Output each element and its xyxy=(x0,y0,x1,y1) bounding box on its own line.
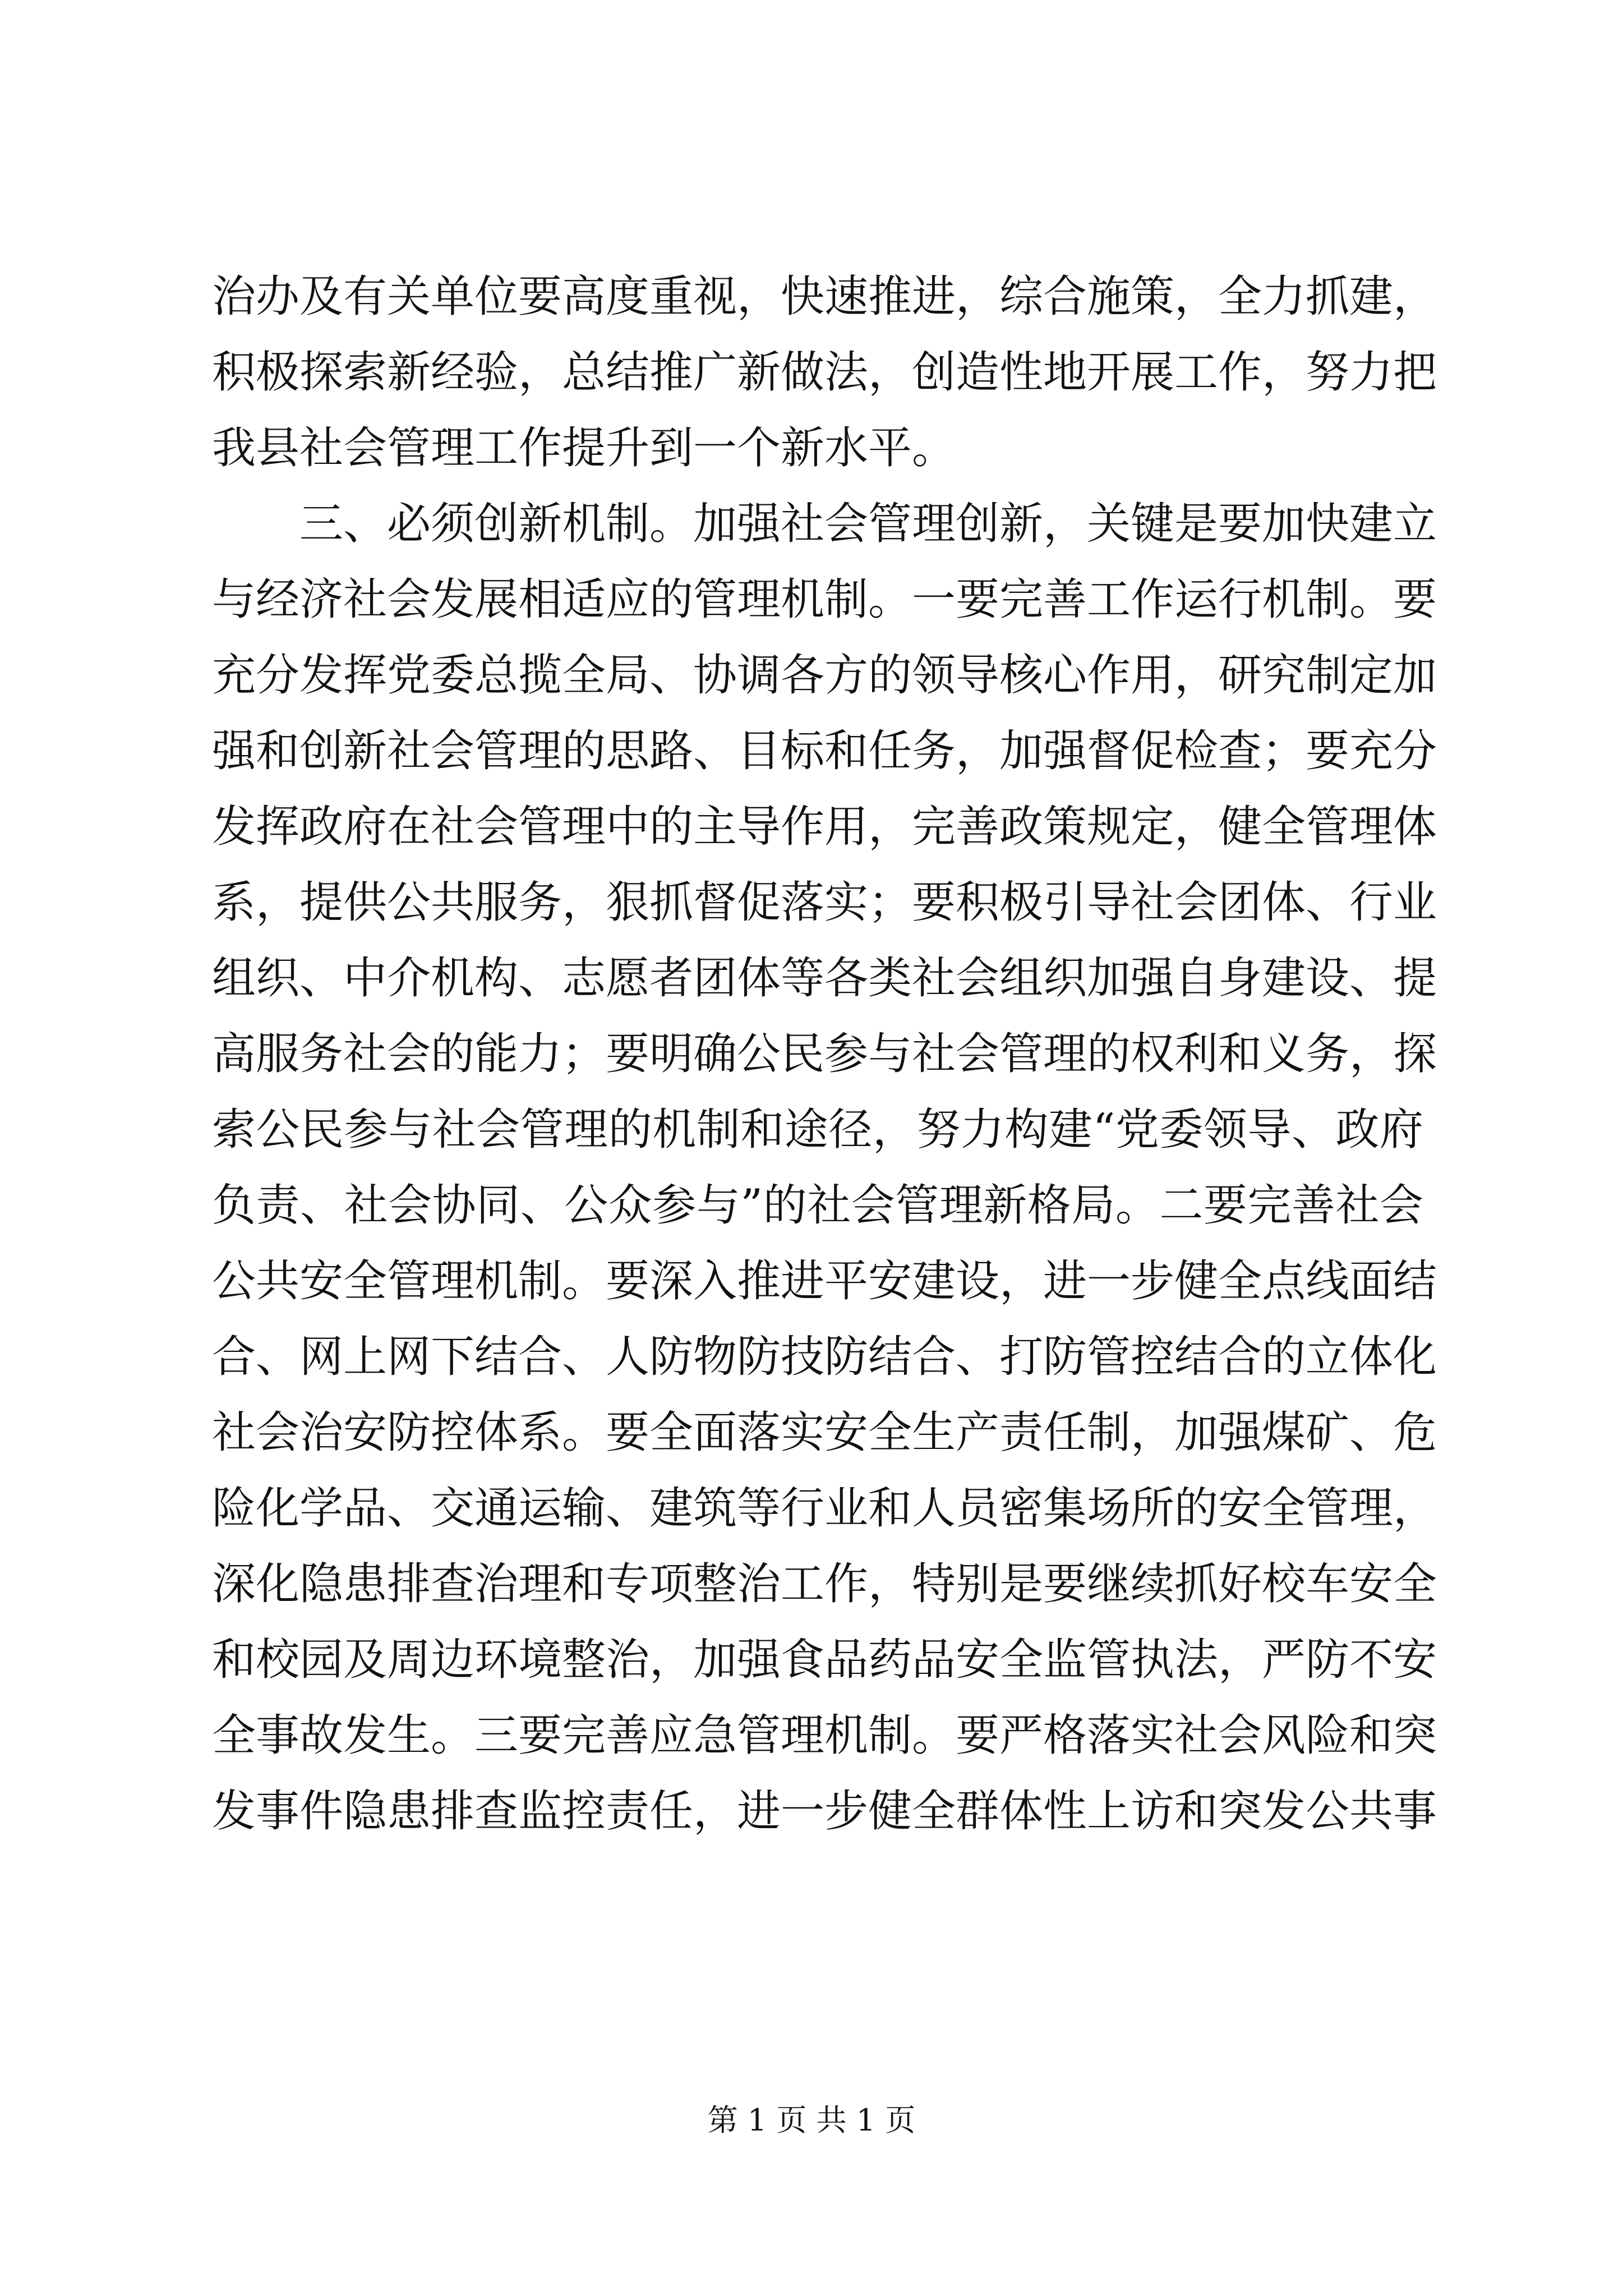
text-line: 充分发挥党委总揽全局、协调各方的领导核心作用，研究制定加 xyxy=(212,650,1437,701)
text-line: 社会治安防控体系。要全面落实安全生产责任制，加强煤矿、危 xyxy=(212,1407,1437,1458)
document-body xyxy=(212,259,1437,1849)
text-line: 深化隐患排查治理和专项整治工作，特别是要继续抓好校车安全 xyxy=(212,1559,1437,1609)
text-line: 与经济社会发展相适应的管理机制。一要完善工作运行机制。要 xyxy=(212,574,1437,625)
text-line: 系，提供公共服务，狠抓督促落实；要积极引导社会团体、行业 xyxy=(212,877,1437,928)
text-line: 发挥政府在社会管理中的主导作用，完善政策规定，健全管理体 xyxy=(212,802,1437,852)
text-line: 和校园及周边环境整治，加强食品药品安全监管执法，严防不安 xyxy=(212,1635,1437,1685)
text-line: 险化学品、交通运输、建筑等行业和人员密集场所的安全管理， xyxy=(212,1483,1437,1534)
text-line: 我县社会管理工作提升到一个新水平。 xyxy=(212,423,956,473)
text-line: 组织、中介机构、志愿者团体等各类社会组织加强自身建设、提 xyxy=(212,953,1437,1004)
text-line: 积极探索新经验，总结推广新做法，创造性地开展工作，努力把 xyxy=(212,347,1437,398)
section-heading-line: 三、必须创新机制。加强社会管理创新，关键是要加快建立 xyxy=(299,499,1437,549)
text-line: 索公民参与社会管理的机制和途径，努力构建“党委领导、政府 xyxy=(212,1105,1423,1155)
text-line: 治办及有关单位要高度重视，快速推进，综合施策，全力抓建， xyxy=(212,272,1437,322)
text-line: 公共安全管理机制。要深入推进平安建设，进一步健全点线面结 xyxy=(212,1256,1437,1306)
text-line: 全事故发生。三要完善应急管理机制。要严格落实社会风险和突 xyxy=(212,1710,1437,1761)
text-line: 高服务社会的能力；要明确公民参与社会管理的权利和义务，探 xyxy=(212,1029,1437,1079)
text-line: 负责、社会协同、公众参与”的社会管理新格局。二要完善社会 xyxy=(212,1180,1423,1231)
text-line: 强和创新社会管理的思路、目标和任务，加强督促检查；要充分 xyxy=(212,726,1437,776)
page-footer: 第 1 页 共 1 页 xyxy=(707,2102,916,2138)
text-line: 合、网上网下结合、人防物防技防结合、打防管控结合的立体化 xyxy=(212,1332,1437,1382)
text-line: 发事件隐患排查监控责任，进一步健全群体性上访和突发公共事 xyxy=(212,1786,1437,1837)
